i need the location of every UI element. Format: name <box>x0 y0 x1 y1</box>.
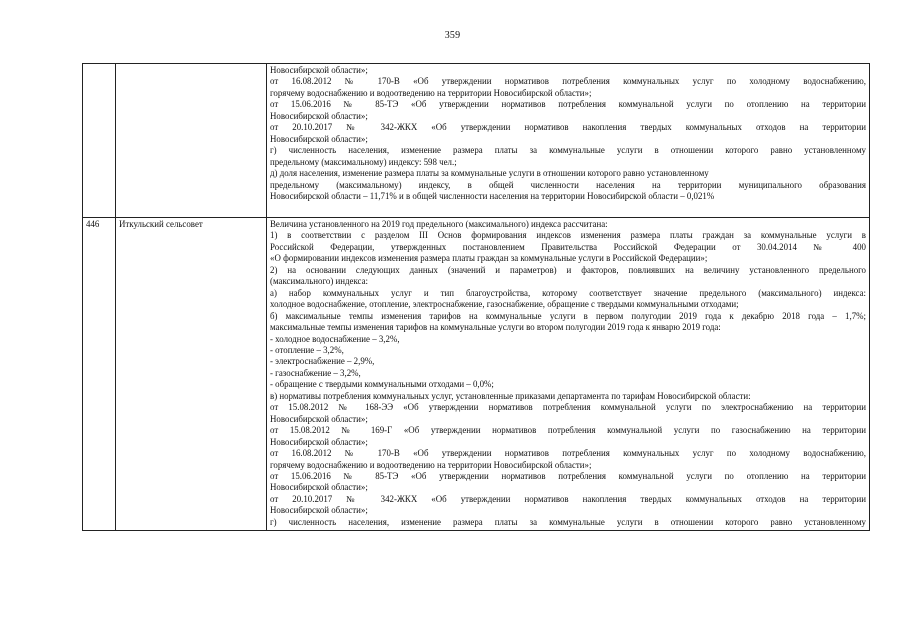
text-line: б) максимальные темпы изменения тарифов на коммунальные услуги в первом полугодии 2019 года к декабрю 2018 года – 1,7%; <box>270 310 866 321</box>
text-line: от 15.06.2016 № 85-ТЭ «Об утверждении нормативов потребления коммунальной услуги по отоплению на территории <box>270 99 866 110</box>
text-line: 2) на основании следующих данных (значений и параметров) и факторов, повлиявших на величину установленного предельного <box>270 264 866 275</box>
text-line: Величина установленного на 2019 год предельного (максимального) индекса рассчитана: <box>270 219 608 229</box>
text-line: - холодное водоснабжение – 3,2%, <box>270 333 400 344</box>
table-row <box>83 64 870 218</box>
row-number <box>83 64 116 218</box>
text-line: Новосибирской области»; <box>270 133 368 144</box>
document-table <box>82 63 870 531</box>
table-row <box>83 218 870 531</box>
text-line: в) нормативы потребления коммунальных услуг, установленные приказами департамента по тарифам Новосибирской области: <box>270 390 751 401</box>
text-line: Новосибирской области»; <box>270 505 368 516</box>
text-line: Новосибирской области»; <box>270 110 368 121</box>
municipality-name <box>116 64 267 218</box>
text-line: д) доля населения, изменение размера платы за коммунальные услуги в отношении которого равно установленному <box>270 168 709 179</box>
text-line: - газоснабжение – 3,2%, <box>270 367 361 378</box>
text-line: от 20.10.2017 № 342-ЖКХ «Об утверждении нормативов накопления твердых коммунальных отходов на территории <box>270 493 866 504</box>
text-line: - отопление – 3,2%, <box>270 344 344 355</box>
row-description <box>267 64 870 218</box>
text-line: предельному (максимальному) индексу, в общей численности населения на территории муниципального образования <box>270 179 866 190</box>
text-line: от 16.08.2012 № 170-В «Об утверждении нормативов потребления коммунальных услуг по холодному водоснабжению, <box>270 448 866 459</box>
text-line: Новосибирской области»; <box>270 65 368 75</box>
text-line: от 15.08.2012 № 169-Г «Об утверждении нормативов потребления коммунальной услуги по газоснабжению на территории <box>270 425 866 436</box>
page-number: 359 <box>444 30 461 41</box>
text-line: г) численность населения, изменение размера платы за коммунальные услуги в отношении которого равно установленному <box>270 145 866 156</box>
text-line: Российской Федерации, утвержденных постановлением Правительства Российской Федерации от 30.04.2014 № 400 <box>270 241 866 252</box>
municipality-name: Иткульский сельсовет <box>116 218 267 531</box>
text-line: предельному (максимальному) индексу: 598 чел.; <box>270 156 457 167</box>
text-line: «О формировании индексов изменения размера платы граждан за коммунальные услуги в Российской Федерации»; <box>270 253 708 264</box>
text-line: Новосибирской области»; <box>270 436 368 447</box>
text-line: горячему водоснабжению и водоотведению на территории Новосибирской области»; <box>270 87 592 98</box>
text-line: горячему водоснабжению и водоотведению на территории Новосибирской области»; <box>270 459 592 470</box>
text-line: (максимального) индекса: <box>270 276 368 287</box>
text-line: Новосибирской области – 11,71% и в общей численности населения на территории Новосибирской области – 0,021% <box>270 190 715 201</box>
row-description <box>267 218 870 531</box>
text-line: холодное водоснабжение, отопление, электроснабжение, газоснабжение, обращение с твердыми коммунальными отходами; <box>270 299 739 310</box>
text-line: - обращение с твердыми коммунальными отходами – 0,0%; <box>270 379 494 390</box>
text-line: от 15.06.2016 № 85-ТЭ «Об утверждении нормативов потребления коммунальной услуги по отоплению на территории <box>270 470 866 481</box>
text-line: от 16.08.2012 № 170-В «Об утверждении нормативов потребления коммунальных услуг по холодному водоснабжению, <box>270 76 866 87</box>
text-line: Новосибирской области»; <box>270 413 368 424</box>
row-number: 446 <box>83 218 116 531</box>
text-line: от 15.08.2012 № 168-ЭЭ «Об утверждении нормативов потребления коммунальной услуги по электроснабжению на территории <box>270 402 866 413</box>
text-line: а) набор коммунальных услуг и тип благоустройства, которому соответствует значение предельного (максимального) индекса: <box>270 287 866 298</box>
text-line: - электроснабжение – 2,9%, <box>270 356 375 367</box>
text-line: максимальные темпы изменения тарифов на коммунальные услуги во втором полугодии 2019 года к январю 2019 года: <box>270 322 721 333</box>
text-line: Новосибирской области»; <box>270 482 368 493</box>
text-line: 1) в соответствии с разделом III Основ формирования индексов изменения размера платы граждан за коммунальные услуги в <box>270 230 866 241</box>
text-line: г) численность населения, изменение размера платы за коммунальные услуги в отношении которого равно установленному <box>270 516 866 527</box>
text-line: от 20.10.2017 № 342-ЖКХ «Об утверждении нормативов накопления твердых коммунальных отходов на территории <box>270 122 866 133</box>
